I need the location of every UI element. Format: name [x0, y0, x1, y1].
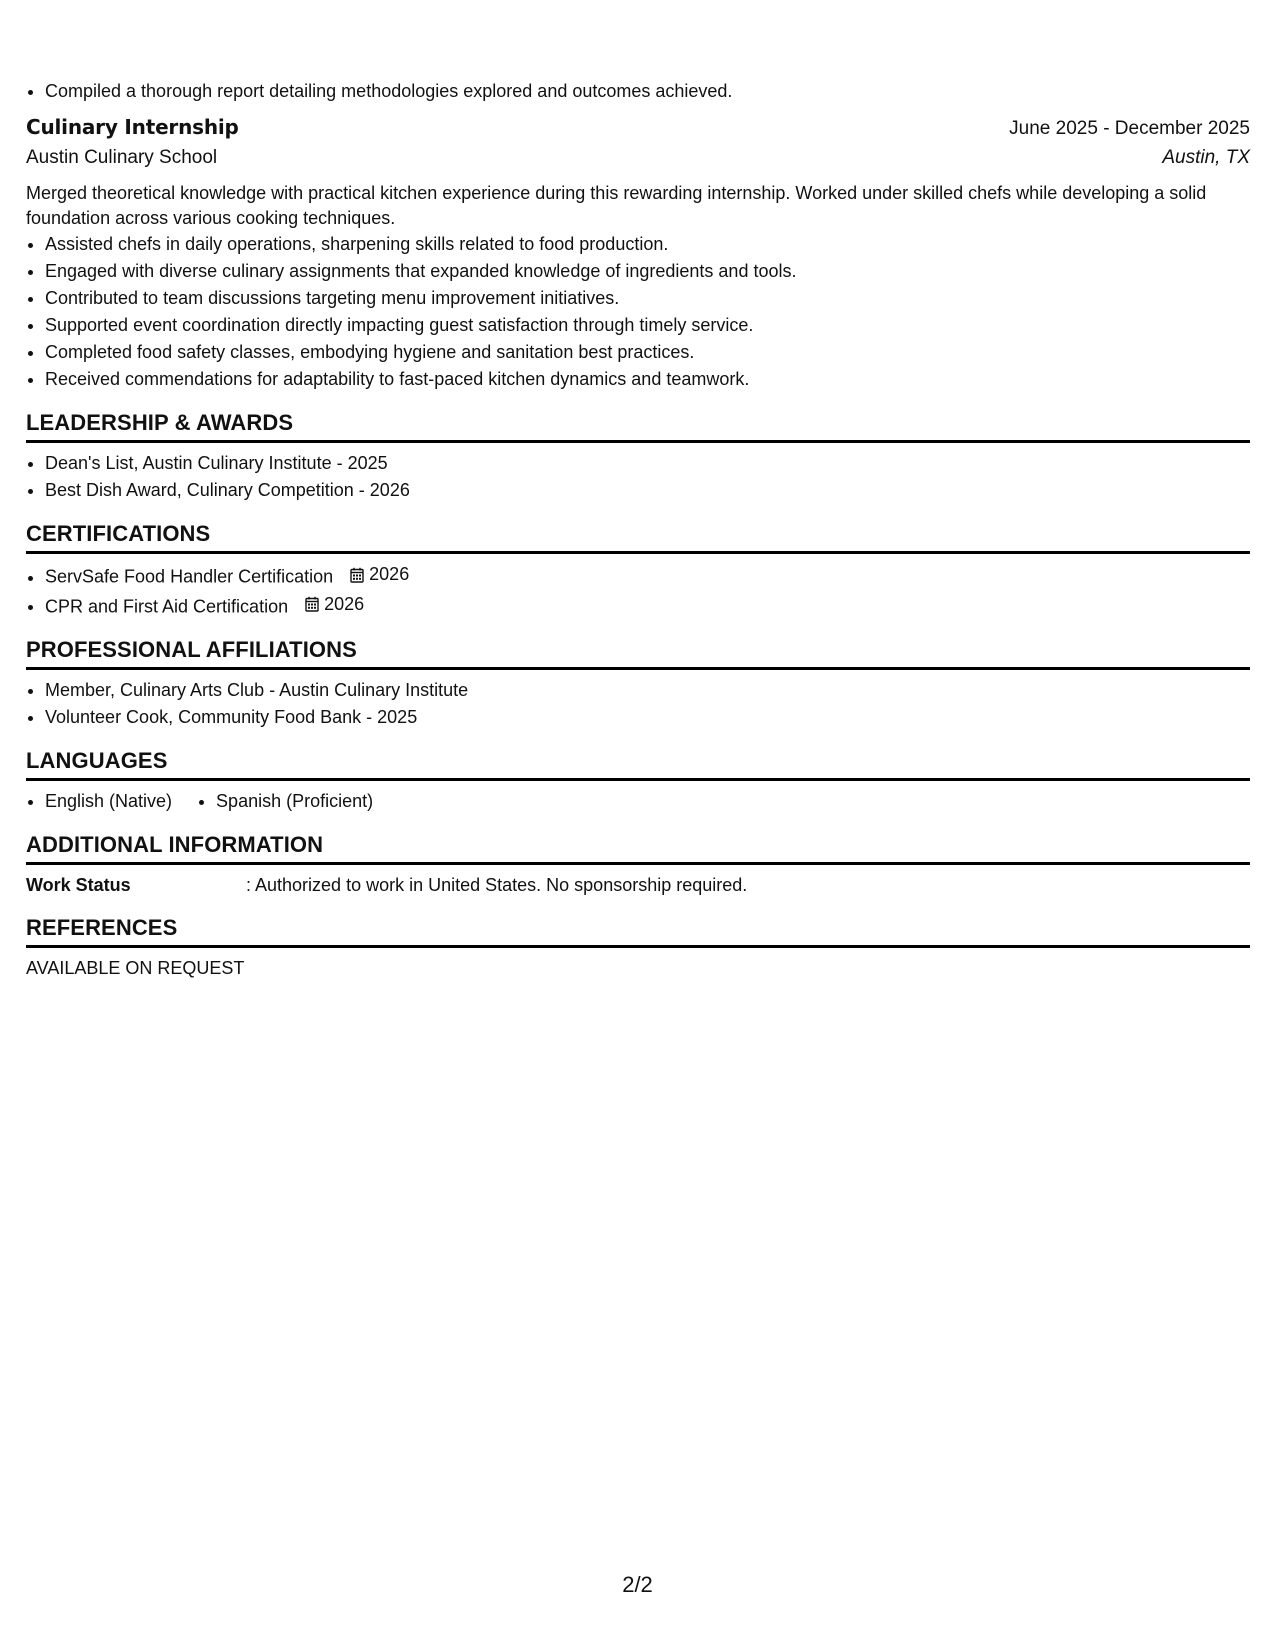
list-item: • Dean's List, Austin Culinary Institute - 2025 [45, 450, 1250, 477]
section-title: PROFESSIONAL AFFILIATIONS [26, 636, 1250, 670]
references-text: AVAILABLE ON REQUEST [26, 958, 245, 978]
work-status-value: : Authorized to work in United States. No sponsorship required. [246, 875, 748, 895]
job-organization: Austin Culinary School [26, 147, 218, 168]
job-dates: June 2025 - December 2025 [1009, 118, 1250, 139]
list-item: • Spanish (Proficient) [216, 788, 373, 815]
leadership-section [26, 409, 1250, 504]
certifications-list [26, 561, 1250, 620]
affiliations-list [26, 677, 1250, 731]
list-item: • Received commendations for adaptability to fast-paced kitchen dynamics and teamwork. [45, 366, 1250, 393]
languages-section [26, 747, 1250, 815]
job-description: Merged theoretical knowledge with practical kitchen experience during this rewarding internship. Worked under skilled chefs while developing a solid foundation across various cooking techniques. [26, 183, 1207, 228]
calendar-icon [305, 596, 319, 612]
section-title: LANGUAGES [26, 747, 1250, 781]
job-subheader [26, 147, 1250, 179]
list-item: • Completed food safety classes, embodying hygiene and sanitation best practices. [45, 339, 1250, 366]
section-title: LEADERSHIP & AWARDS [26, 409, 1250, 443]
list-item: • Contributed to team discussions targeting menu improvement initiatives. [45, 285, 1250, 312]
list-item: • English (Native) [45, 788, 172, 815]
certification-year: 2026 [369, 564, 410, 584]
list-item: • Best Dish Award, Culinary Competition - 2026 [45, 477, 1250, 504]
list-item: • Member, Culinary Arts Club - Austin Culinary Institute [45, 677, 1250, 704]
certification-item [45, 591, 1250, 621]
job-bullets [26, 231, 1250, 393]
affiliations-section [26, 636, 1250, 731]
languages-list [26, 788, 1250, 815]
certification-year: 2026 [324, 593, 365, 614]
job-header [26, 115, 1250, 147]
previous-job-bullets [26, 78, 1250, 105]
certification-name: CPR and First Aid Certification [45, 596, 289, 616]
section-title: REFERENCES [26, 914, 1250, 948]
additional-info-section [26, 831, 1250, 898]
certification-date [305, 591, 364, 618]
job-location: Austin, TX [1162, 147, 1250, 168]
section-title: ADDITIONAL INFORMATION [26, 831, 1250, 865]
certification-item [45, 561, 1250, 591]
work-status-label: Work Status [26, 875, 131, 895]
list-item: • Compiled a thorough report detailing methodologies explored and outcomes achieved. [45, 78, 1250, 105]
list-item: • Supported event coordination directly impacting guest satisfaction through timely service. [45, 312, 1250, 339]
section-title: CERTIFICATIONS [26, 520, 1250, 554]
list-item: • Engaged with diverse culinary assignments that expanded knowledge of ingredients and tools. [45, 258, 1250, 285]
list-item: • Assisted chefs in daily operations, sharpening skills related to food production. [45, 231, 1250, 258]
list-item: • Volunteer Cook, Community Food Bank - 2025 [45, 704, 1250, 731]
leadership-list [26, 450, 1250, 504]
job-entry [26, 115, 1250, 393]
certification-date [350, 561, 409, 588]
certification-name: ServSafe Food Handler Certification [45, 566, 334, 587]
certifications-section [26, 520, 1250, 620]
page-number: 2/2 [622, 1572, 653, 1597]
calendar-icon [350, 567, 364, 583]
work-status-row [26, 872, 1250, 898]
resume-page [26, 78, 1250, 981]
job-title: Culinary Internship [26, 115, 239, 139]
references-section [26, 914, 1250, 981]
